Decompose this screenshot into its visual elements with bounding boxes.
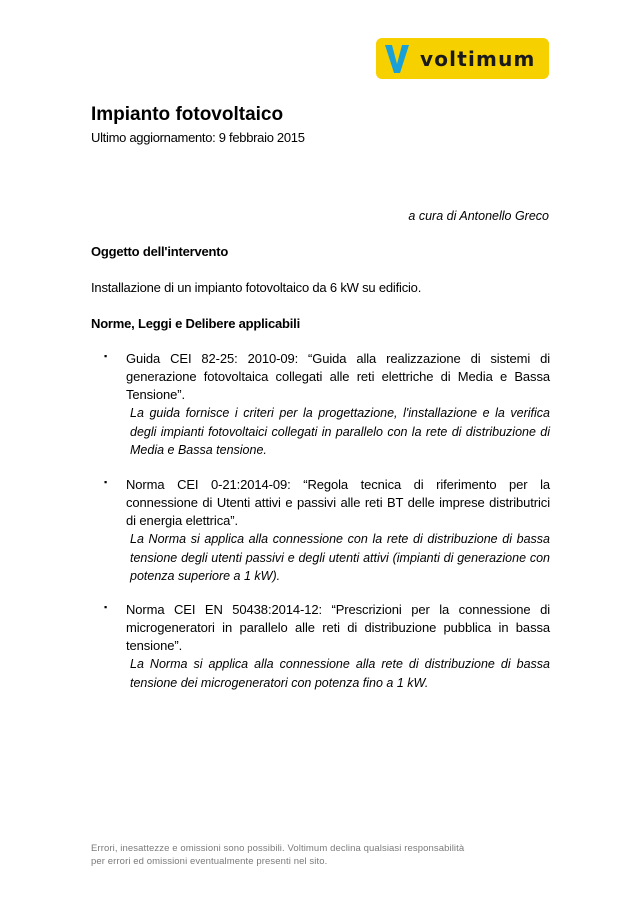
bullet-icon: ▪ xyxy=(104,602,108,612)
norm-note: La Norma si applica alla connessione alla rete di distribuzione di bassa tensione dei microgeneratori con potenza fino a 1 kW. xyxy=(130,657,550,690)
norms-heading: Norme, Leggi e Delibere applicabili xyxy=(91,316,301,331)
norm-text: Norma CEI 0-21:2014-09: “Regola tecnica di riferimento per la connessione di Utenti attivi e passivi alle reti BT delle imprese distributrici di energia elettrica”. xyxy=(126,477,550,528)
norm-item xyxy=(104,350,550,460)
disclaimer-line: Errori, inesattezze e omissioni sono possibili. Voltimum declina qualsiasi responsabilità xyxy=(91,843,465,854)
norm-text: Norma CEI EN 50438:2014-12: “Prescrizioni per la connessione di microgeneratori in parallelo alle reti di distribuzione pubblica in bassa tensione”. xyxy=(126,602,550,653)
author-credit: a cura di Antonello Greco xyxy=(408,209,549,223)
subject-text: Installazione di un impianto fotovoltaico da 6 kW su edificio. xyxy=(91,280,422,295)
voltimum-logo xyxy=(376,38,549,79)
norm-note: La Norma si applica alla connessione con la rete di distribuzione di bassa tensione degli utenti passivi e degli utenti attivi (impianti di generazione con potenza superiore a 1 kW). xyxy=(130,532,550,583)
last-updated: Ultimo aggiornamento: 9 febbraio 2015 xyxy=(91,130,305,145)
norm-note: La guida fornisce i criteri per la progettazione, l'installazione e la verifica degli impianti fotovoltaici collegati in parallelo con la rete di distribuzione di Media e Bassa tensione. xyxy=(130,406,550,457)
bullet-icon: ▪ xyxy=(104,477,108,487)
brand-name: voltimum xyxy=(420,46,536,71)
subject-heading: Oggetto dell'intervento xyxy=(91,244,229,259)
disclaimer-footer xyxy=(91,842,531,868)
bullet-icon: ▪ xyxy=(104,351,108,361)
norm-item xyxy=(104,601,550,692)
norm-text: Guida CEI 82-25: 2010-09: “Guida alla realizzazione di sistemi di generazione fotovoltaica collegati alle reti elettriche di Media e Bassa Tensione”. xyxy=(126,351,550,402)
norm-item xyxy=(104,476,550,586)
disclaimer-line: per errori ed omissioni eventualmente presenti nel sito. xyxy=(91,856,328,867)
voltimum-v-icon xyxy=(382,40,412,77)
page-title: Impianto fotovoltaico xyxy=(91,104,284,125)
